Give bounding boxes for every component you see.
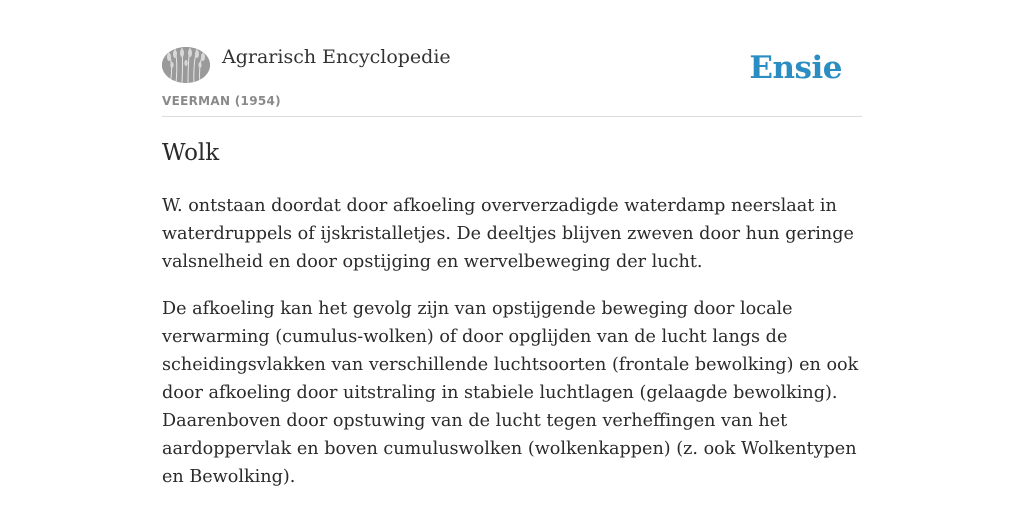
book-thumbnail[interactable]: [162, 47, 210, 83]
book-header: [162, 44, 862, 117]
ensie-logo-link[interactable]: Ensie: [749, 50, 842, 86]
article-body: [162, 192, 866, 510]
article-title: Wolk: [162, 140, 220, 166]
link-bewolking[interactable]: Bewolking: [189, 467, 283, 487]
book-title[interactable]: Agrarisch Encyclopedie: [222, 46, 451, 68]
paragraph-2-conjunction: en: [162, 467, 190, 487]
paragraph-2-text: De afkoeling kan het gevolg zijn van opstijgende beweging door locale verwarming (cumulus-wolken) of door opglijden van de lucht langs de scheidingsvlakken van verschillende luchtsoorten (frontale bewolking) en ook door afkoeling door uitstraling in stabiele luchtlagen (gelaagde bewolking). Daarenboven door opstuwing van de lucht tegen verheffingen van het aardoppervlak en boven cumuluswolken (wolkenkappen) (z. ook: [162, 299, 859, 459]
paragraph-2-end: ).: [282, 467, 296, 487]
wheat-ears-icon: [162, 47, 210, 83]
link-wolkentypen[interactable]: Wolkentypen: [741, 439, 857, 459]
article-paragraph-1: W. ontstaan doordat door afkoeling oververzadigde waterdamp neerslaat in waterdruppels of ijskristalletjes. De deeltjes blijven zweven door hun geringe valsnelheid en door opstijging en wervelbeweging der lucht.: [162, 196, 854, 272]
article-paragraph-2: [162, 295, 866, 491]
book-author-year: VEERMAN (1954): [162, 94, 281, 108]
